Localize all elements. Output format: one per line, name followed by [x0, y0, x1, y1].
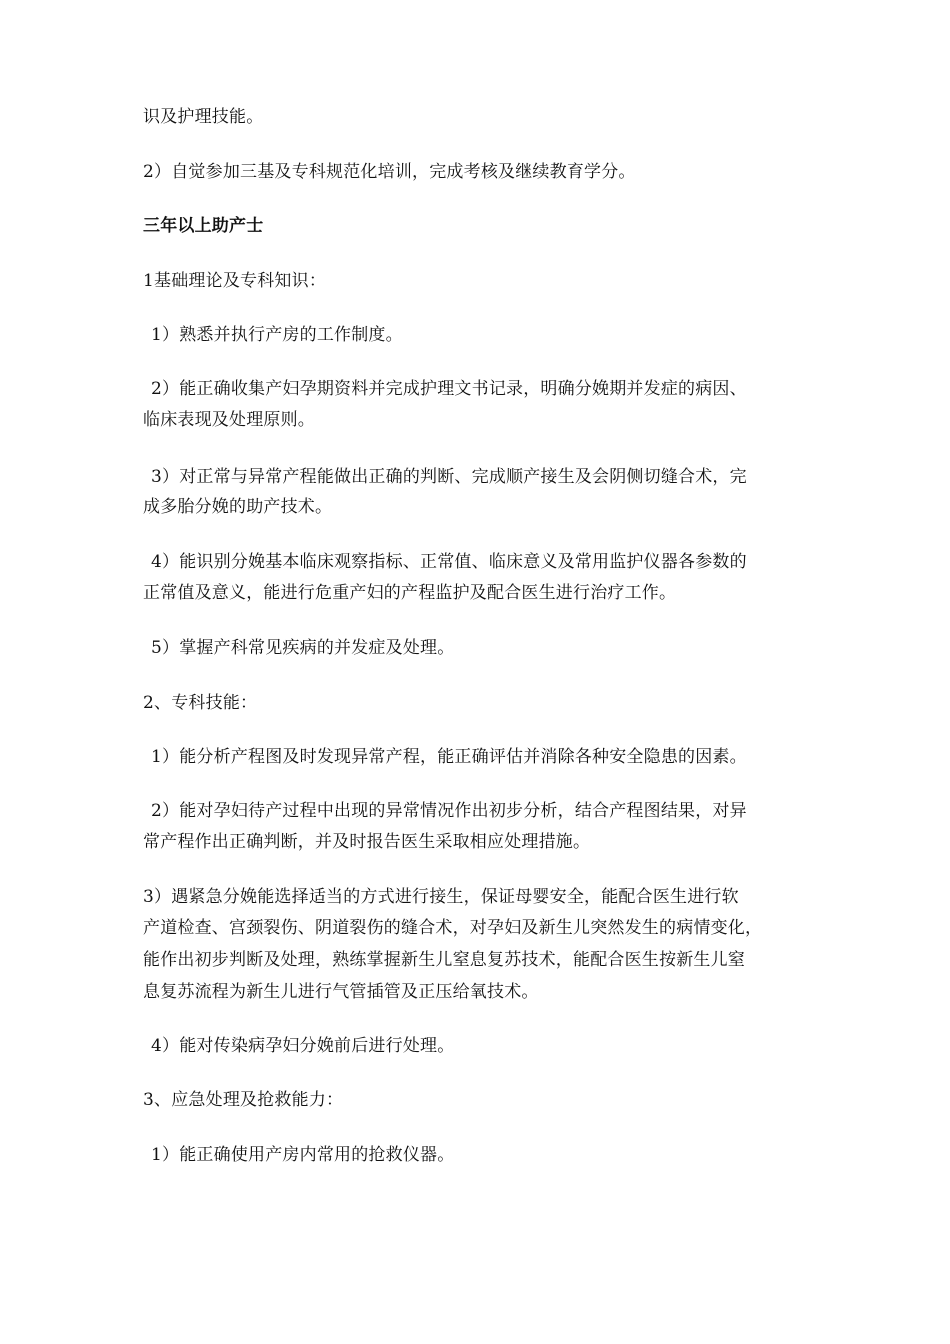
text-line: 3、应急处理及抢救能力：: [143, 1090, 344, 1110]
text-line: 1基础理论及专科知识：: [143, 271, 327, 291]
text-line: 2、专科技能：: [143, 693, 258, 713]
text-line: 3）对正常与异常产程能做出正确的判断、完成顺产接生及会阴侧切缝合术，完: [151, 467, 747, 487]
text-line: 2）自觉参加三基及专科规范化培训，完成考核及继续教育学分。: [143, 162, 636, 182]
text-line: 1）能正确使用产房内常用的抢救仪器。: [151, 1145, 455, 1165]
text-line: 产道检查、宫颈裂伤、阴道裂伤的缝合术，对孕妇及新生儿突然发生的病情变化，: [143, 918, 763, 938]
text-line: 息复苏流程为新生儿进行气管插管及正压给氧技术。: [143, 982, 539, 1002]
text-line: 5）掌握产科常见疾病的并发症及处理。: [151, 638, 455, 658]
text-line: 常产程作出正确判断，并及时报告医生采取相应处理措施。: [143, 832, 591, 852]
text-line: 1）能分析产程图及时发现异常产程，能正确评估并消除各种安全隐患的因素。: [151, 747, 747, 767]
text-line: 1）熟悉并执行产房的工作制度。: [151, 325, 403, 345]
text-line: 2）能正确收集产妇孕期资料并完成护理文书记录，明确分娩期并发症的病因、: [151, 379, 747, 399]
text-line: 4）能识别分娩基本临床观察指标、正常值、临床意义及常用监护仪器各参数的: [151, 552, 747, 572]
text-line: 能作出初步判断及处理，熟练掌握新生儿窒息复苏技术，能配合医生按新生儿窒: [143, 950, 745, 970]
text-line: 临床表现及处理原则。: [143, 410, 315, 430]
section-heading: 三年以上助产士: [143, 216, 264, 236]
text-line: 成多胎分娩的助产技术。: [143, 497, 333, 517]
text-line: 正常值及意义，能进行危重产妇的产程监护及配合医生进行治疗工作。: [143, 583, 677, 603]
text-line: 4）能对传染病孕妇分娩前后进行处理。: [151, 1036, 455, 1056]
text-line: 识及护理技能。: [143, 107, 264, 127]
text-line: 2）能对孕妇待产过程中出现的异常情况作出初步分析，结合产程图结果，对异: [151, 801, 747, 821]
text-line: 3）遇紧急分娩能选择适当的方式进行接生，保证母婴安全，能配合医生进行软: [143, 887, 739, 907]
